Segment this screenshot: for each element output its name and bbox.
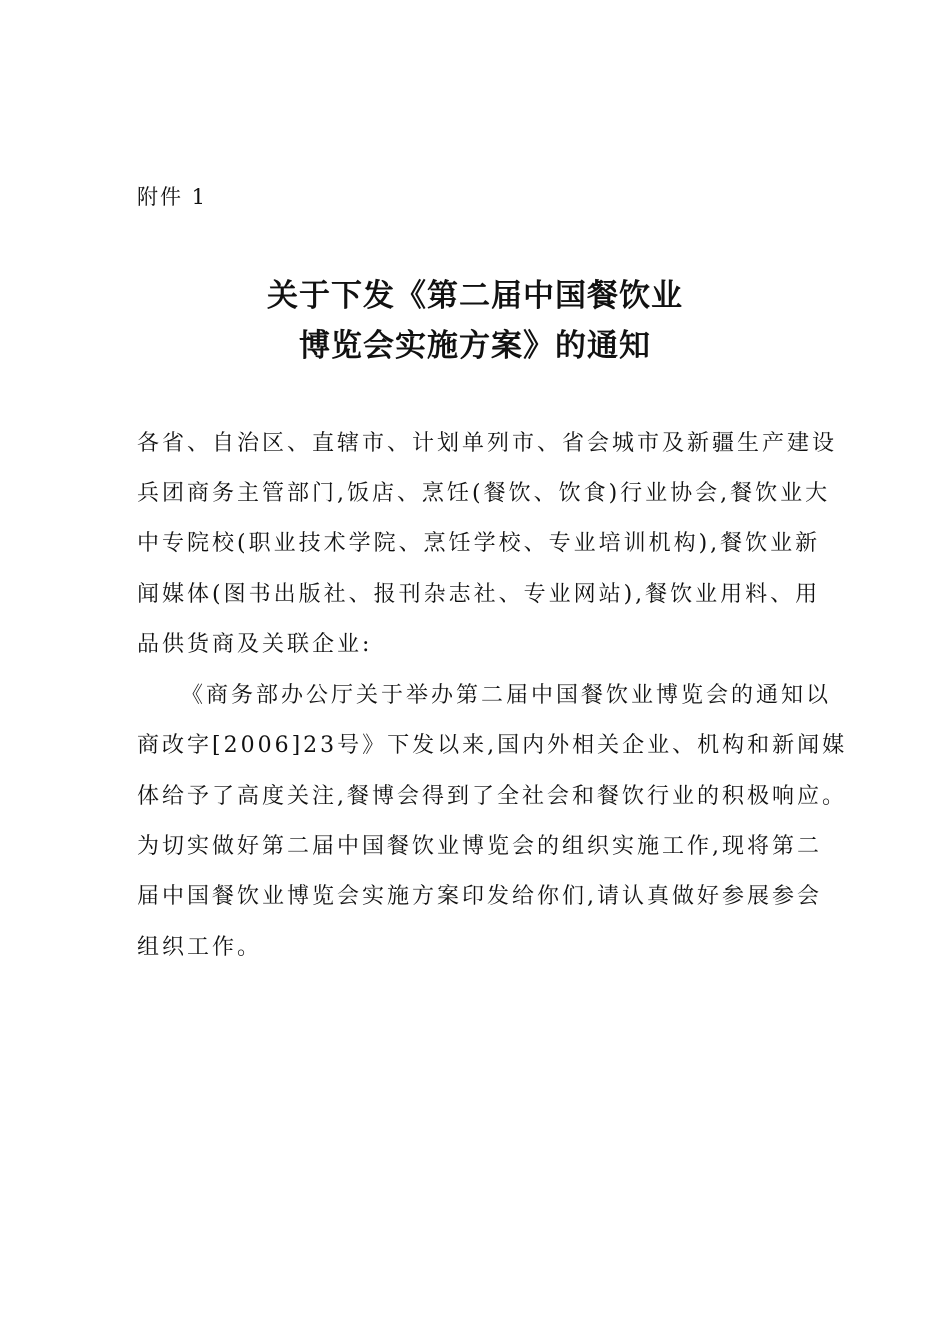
paragraph-line: 为切实做好第二届中国餐饮业博览会的组织实施工作,现将第二 (137, 834, 822, 859)
paragraph-line: 《商务部办公厅关于举办第二届中国餐饮业博览会的通知以 (181, 683, 832, 708)
salutation-line: 品供货商及关联企业: (137, 632, 373, 657)
document-title-line-1: 关于下发《第二届中国餐饮业 (267, 278, 683, 314)
paragraph-line: 商改字[2006]23号》下发以来,国内外相关企业、机构和新闻媒 (137, 733, 848, 758)
salutation-line: 各省、自治区、直辖市、计划单列市、省会城市及新疆生产建设 (137, 431, 838, 456)
paragraph-line: 组织工作。 (137, 935, 263, 960)
paragraph-line: 体给予了高度关注,餐博会得到了全社会和餐饮行业的积极响应。 (137, 784, 847, 809)
attachment-label: 附件 1 (137, 185, 208, 209)
salutation-line: 中专院校(职业技术学院、烹饪学校、专业培训机构),餐饮业新 (137, 531, 821, 556)
paragraph-line: 届中国餐饮业博览会实施方案印发给你们,请认真做好参展参会 (137, 884, 822, 909)
salutation-line: 闻媒体(图书出版社、报刊杂志社、专业网站),餐饮业用料、用 (137, 582, 821, 607)
salutation-line: 兵团商务主管部门,饭店、烹饪(餐饮、饮食)行业协会,餐饮业大 (137, 481, 831, 506)
document-title-line-2: 博览会实施方案》的通知 (299, 328, 651, 364)
